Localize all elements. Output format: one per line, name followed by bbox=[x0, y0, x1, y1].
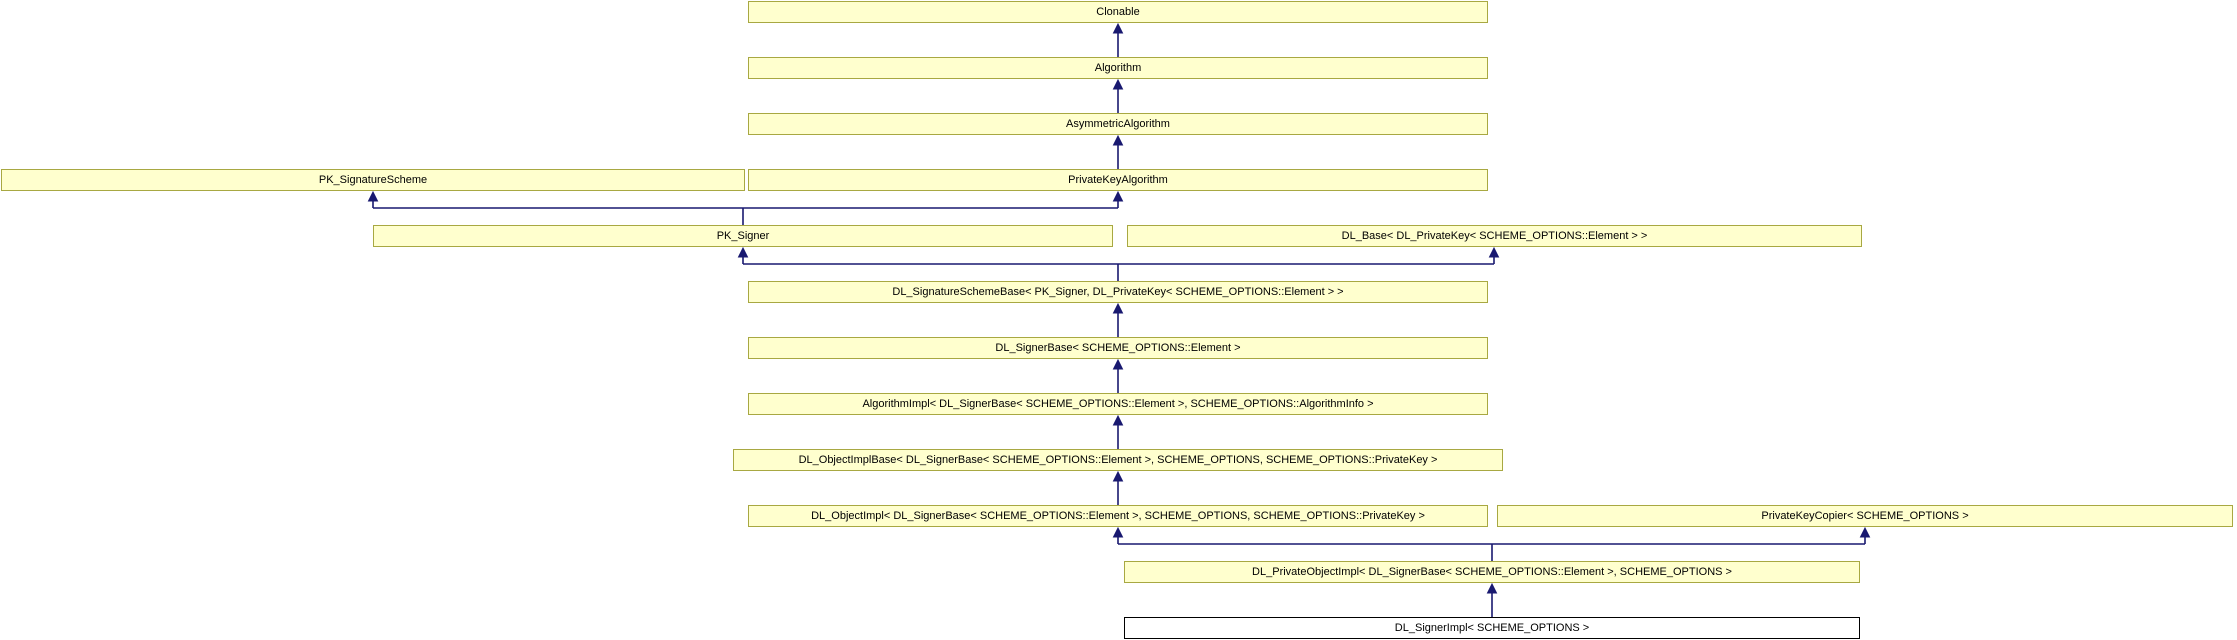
edge-arrowhead bbox=[1114, 528, 1123, 537]
edge-pksigner-parents bbox=[373, 200, 1118, 225]
class-node-dl-signature-scheme-base[interactable]: DL_SignatureSchemeBase< PK_Signer, DL_PrivateKey< SCHEME_OPTIONS::Element > > bbox=[748, 281, 1488, 303]
edge-arrowhead bbox=[369, 192, 378, 201]
edge-arrowhead bbox=[1861, 528, 1870, 537]
class-node-clonable[interactable]: Clonable bbox=[748, 1, 1488, 23]
class-node-dl-object-impl-base[interactable]: DL_ObjectImplBase< DL_SignerBase< SCHEME_OPTIONS::Element >, SCHEME_OPTIONS, SCHEME_OPTIONS::PrivateKey > bbox=[733, 449, 1503, 471]
edge-arrowhead bbox=[1488, 584, 1497, 593]
class-node-algorithm[interactable]: Algorithm bbox=[748, 57, 1488, 79]
class-node-pk-signer[interactable]: PK_Signer bbox=[373, 225, 1113, 247]
class-node-dl-signer-base[interactable]: DL_SignerBase< SCHEME_OPTIONS::Element > bbox=[748, 337, 1488, 359]
edge-arrowhead bbox=[1114, 416, 1123, 425]
edge-arrowhead bbox=[1114, 472, 1123, 481]
class-node-pk-signature-scheme[interactable]: PK_SignatureScheme bbox=[1, 169, 745, 191]
edge-arrowhead bbox=[1114, 136, 1123, 145]
class-node-private-key-copier[interactable]: PrivateKeyCopier< SCHEME_OPTIONS > bbox=[1497, 505, 2233, 527]
edge-arrowhead bbox=[1114, 192, 1123, 201]
class-node-dl-signer-impl-current: DL_SignerImpl< SCHEME_OPTIONS > bbox=[1124, 617, 1860, 639]
edge-arrowhead bbox=[1114, 360, 1123, 369]
edge-arrowhead bbox=[1114, 304, 1123, 313]
class-node-dl-private-object-impl[interactable]: DL_PrivateObjectImpl< DL_SignerBase< SCHEME_OPTIONS::Element >, SCHEME_OPTIONS > bbox=[1124, 561, 1860, 583]
edge-arrowhead bbox=[1114, 24, 1123, 33]
class-node-private-key-algorithm[interactable]: PrivateKeyAlgorithm bbox=[748, 169, 1488, 191]
edge-arrowhead bbox=[1114, 80, 1123, 89]
class-node-asymmetric-algorithm[interactable]: AsymmetricAlgorithm bbox=[748, 113, 1488, 135]
edge-arrowhead bbox=[1490, 248, 1499, 257]
edge-arrowhead bbox=[739, 248, 748, 257]
edge-dlprivateobjectimpl-parents bbox=[1118, 536, 1865, 561]
class-node-dl-object-impl[interactable]: DL_ObjectImpl< DL_SignerBase< SCHEME_OPTIONS::Element >, SCHEME_OPTIONS, SCHEME_OPTIONS::PrivateKey > bbox=[748, 505, 1488, 527]
class-node-dl-base[interactable]: DL_Base< DL_PrivateKey< SCHEME_OPTIONS::Element > > bbox=[1127, 225, 1862, 247]
edge-dlsignatureschemebase-parents bbox=[743, 256, 1494, 281]
class-node-algorithm-impl[interactable]: AlgorithmImpl< DL_SignerBase< SCHEME_OPTIONS::Element >, SCHEME_OPTIONS::AlgorithmInfo > bbox=[748, 393, 1488, 415]
